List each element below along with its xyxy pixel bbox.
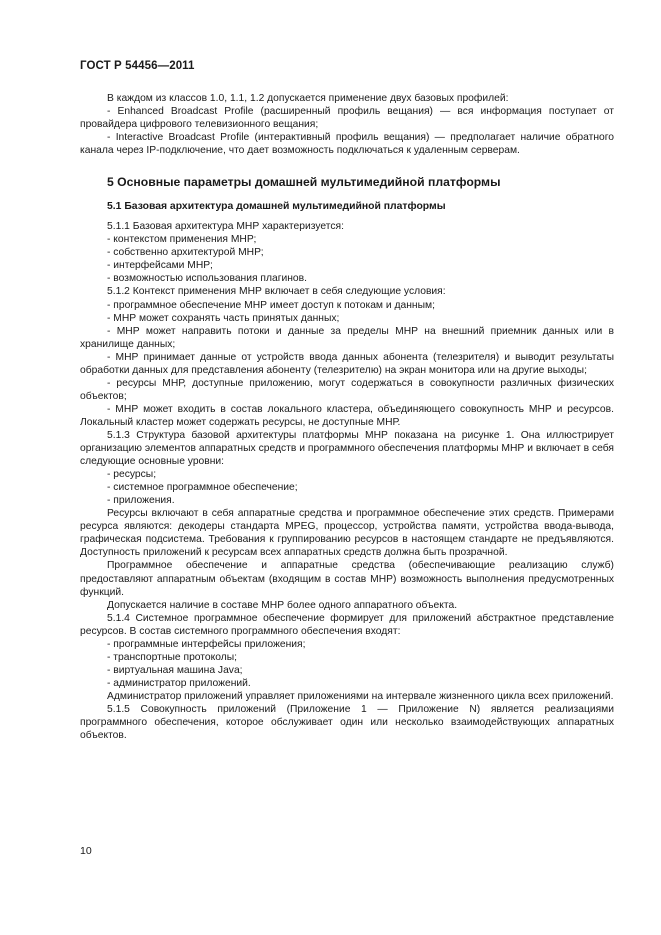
intro-list-item: - Interactive Broadcast Profile (интерактивный профиль вещания) — предполагает наличие обратного канала через IP-подключение, что дает возможность подключаться к удаленным серверам. [80,132,614,157]
list-item: - интерфейсами МНР; [107,260,213,272]
clause-5-1-2: 5.1.2 Контекст применения МНР включает в себя следующие условия: [107,286,446,298]
list-item: - администратор приложений. [107,677,251,689]
intro-paragraph: В каждом из классов 1.0, 1.1, 1.2 допускается применение двух базовых профилей: [107,93,509,104]
list-item: - системное программное обеспечение; [107,482,298,494]
list-item: - программные интерфейсы приложения; [107,638,306,650]
page-number: 10 [80,845,92,857]
list-item: - возможностью использования плагинов. [107,273,307,285]
clause-5-1-4: 5.1.4 Системное программное обеспечение формирует для приложений абстрактное представление ресурсов. В состав системного программного обеспечения входят: [80,612,614,637]
section-heading: 5 Основные параметры домашней мультимедийной платформы [107,175,501,190]
body-paragraph: Ресурсы включают в себя аппаратные средства и программное обеспечение этих средств. Примерами ресурса являются: декодеры стандарта MPEG, процессор, устройства памяти, устройства ввода-вывода, графическая подсистема. Требования к группированию ресурсов в настоящем стандарте не предъявляются. Доступность приложений к ресурсам всех аппаратных средств должна быть прозрачной. [80,508,614,559]
list-item: - транспортные протоколы; [107,651,238,663]
intro-list-item: - Enhanced Broadcast Profile (расширенный профиль вещания) — вся информация поступает от провайдера цифрового телевизионного вещания; [80,106,614,131]
list-item: - МНР может сохранять часть принятых данных; [107,312,340,324]
list-item: - приложения. [107,495,175,507]
list-item: - МНР принимает данные от устройств ввода данных абонента (телезрителя) и выводит результаты обработки данных для представления абоненту (телезрителю) на экран монитора или на другие выходы; [80,351,614,376]
clause-5-1-1: 5.1.1 Базовая архитектура МНР характеризуется: [107,221,344,233]
list-item: - ресурсы; [107,469,157,481]
document-standard-header: ГОСТ Р 54456—2011 [80,60,195,72]
clause-5-1-3: 5.1.3 Структура базовой архитектуры платформы МНР показана на рисунке 1. Она иллюстрирует организацию элементов аппаратных средств и программного обеспечения платформы МНР и включает в себя следующие основные уровни: [80,429,614,468]
list-item: - собственно архитектурой МНР; [107,247,264,259]
list-item: - программное обеспечение МНР имеет доступ к потокам и данным; [107,299,435,311]
list-item: - контекстом применения МНР; [107,234,257,246]
list-item: - виртуальная машина Java; [107,664,243,676]
clause-5-1-5: 5.1.5 Совокупность приложений (Приложение 1 — Приложение N) является реализациями программного обеспечения, которое обслуживает один или несколько взаимодействующих аппаратных объектов. [80,703,614,742]
body-paragraph: Программное обеспечение и аппаратные средства (обеспечивающие реализацию служб) предоставляют аппаратным объектам (входящим в состав МНР) возможность выполнения предусмотренных функций. [80,560,614,598]
document-body [80,88,614,742]
subsection-heading: 5.1 Базовая архитектура домашней мультимедийной платформы [107,201,446,213]
list-item: - МНР может входить в состав локального кластера, объединяющего совокупность МНР и ресурсов. Локальный кластер может содержать ресурсы, не доступные МНР. [80,403,614,428]
body-paragraph: Допускается наличие в составе МНР более одного аппаратного объекта. [107,599,458,611]
list-item: - МНР может направить потоки и данные за пределы МНР на внешний приемник данных или в хранилище данных; [80,325,614,350]
list-item: - ресурсы МНР, доступные приложению, могут содержаться в совокупности различных физических объектов; [80,377,614,402]
body-paragraph: Администратор приложений управляет приложениями на интервале жизненного цикла всех приложений. [107,690,614,702]
